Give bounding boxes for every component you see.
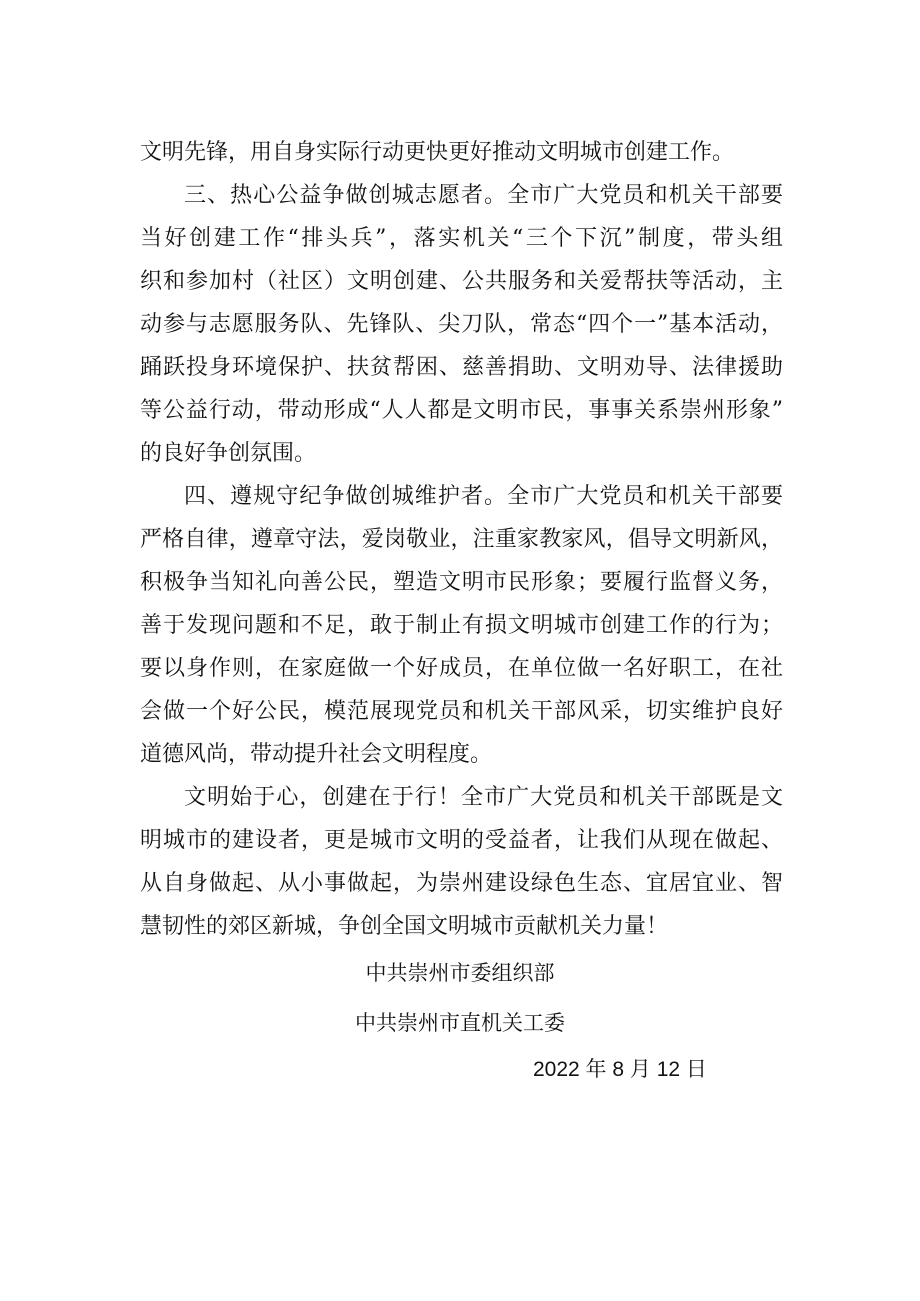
text-line: 文明始于心，创建在于行！全市广大党员和机关干部既是文 [184,785,783,810]
text-line: 严格自律，遵章守法，爱岗敬业，注重家教家风，倡导文明新风， [140,527,783,552]
text-line: 善于发现问题和不足，敢于制止有损文明城市创建工作的行为； [140,613,783,638]
text-line: 要以身作则，在家庭做一个好成员，在单位做一名好职工，在社 [140,656,783,681]
text-line: 积极争当知礼向善公民，塑造文明市民形象；要履行监督义务， [140,570,783,595]
text-line: 道德风尚，带动提升社会文明程度。 [140,742,493,767]
text-line: 会做一个好公民，模范展现党员和机关干部风采，切实维护良好 [140,699,783,724]
text-line: 动参与志愿服务队、先锋队、尖刀队，常态“四个一”基本活动， [140,312,783,337]
signature-organization-department: 中共崇州市委组织部 [365,961,555,985]
text-line: 明城市的建设者，更是城市文明的受益者，让我们从现在做起、 [140,828,783,853]
text-line: 踊跃投身环境保护、扶贫帮困、慈善捐助、文明劝导、法律援助 [140,355,783,380]
text-line: 的良好争创氛围。 [140,441,317,466]
text-line: 慧韧性的郊区新城，争创全国文明城市贡献机关力量！ [140,914,669,939]
text-line: 三、热心公益争做创城志愿者。全市广大党员和机关干部要 [184,183,783,208]
text-line: 文明先锋，用自身实际行动更快更好推动文明城市创建工作。 [140,140,735,165]
text-line: 当好创建工作“排头兵”，落实机关“三个下沉”制度，带头组 [140,226,783,251]
text-line: 等公益行动，带动形成“人人都是文明市民，事事关系崇州形象” [140,398,783,423]
signature-working-committee: 中共崇州市直机关工委 [355,1011,565,1035]
document-date: 2022 年 8 月 12 日 [533,1058,707,1081]
text-line: 从自身做起、从小事做起，为崇州建设绿色生态、宜居宜业、智 [140,871,783,896]
text-line: 织和参加村（社区）文明创建、公共服务和关爱帮扶等活动，主 [140,269,783,294]
text-line: 四、遵规守纪争做创城维护者。全市广大党员和机关干部要 [184,484,783,509]
document-body [140,131,783,948]
